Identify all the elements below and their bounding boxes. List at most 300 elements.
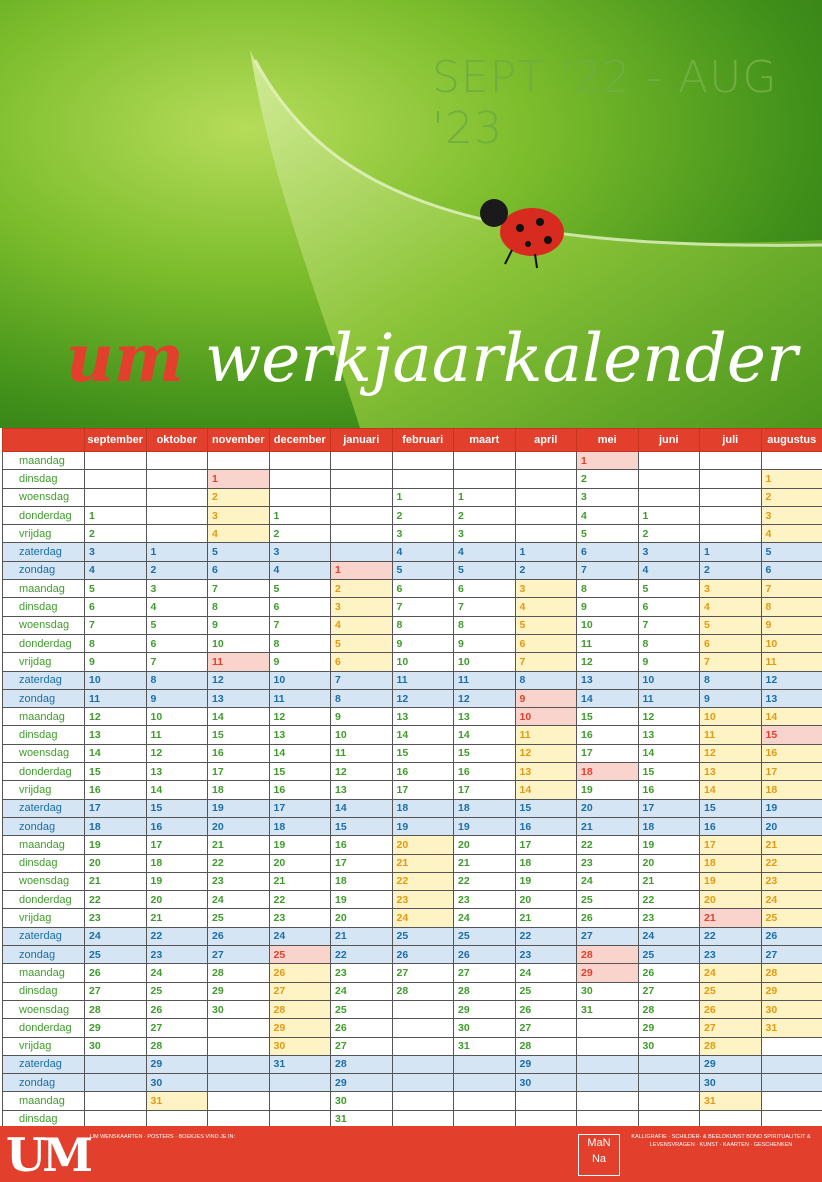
date-cell: 16 <box>700 817 762 835</box>
date-cell: 7 <box>700 653 762 671</box>
date-cell: 14 <box>577 689 639 707</box>
date-cell: 15 <box>269 763 331 781</box>
day-name-cell: vrijdag <box>3 653 85 671</box>
date-cell: 5 <box>146 616 208 634</box>
date-cell: 27 <box>577 927 639 945</box>
date-cell: 9 <box>638 653 700 671</box>
date-cell: 19 <box>392 817 454 835</box>
date-cell <box>392 1055 454 1073</box>
date-cell: 14 <box>146 781 208 799</box>
date-cell: 12 <box>577 653 639 671</box>
date-cell: 29 <box>454 1000 516 1018</box>
calendar-row <box>3 836 822 854</box>
date-cell: 7 <box>392 598 454 616</box>
date-cell: 13 <box>577 671 639 689</box>
month-header: november <box>208 429 270 452</box>
calendar-row <box>3 799 822 817</box>
date-cell: 20 <box>515 891 577 909</box>
date-cell: 10 <box>700 708 762 726</box>
date-cell: 22 <box>761 854 822 872</box>
date-cell: 24 <box>638 927 700 945</box>
date-cell: 1 <box>331 561 393 579</box>
calendar-row <box>3 726 822 744</box>
day-name-cell: zaterdag <box>3 799 85 817</box>
date-cell <box>269 488 331 506</box>
date-cell: 15 <box>392 744 454 762</box>
date-cell: 20 <box>208 817 270 835</box>
date-cell: 5 <box>208 543 270 561</box>
date-cell: 5 <box>638 580 700 598</box>
date-cell: 26 <box>208 927 270 945</box>
calendar-row <box>3 982 822 1000</box>
date-cell: 7 <box>638 616 700 634</box>
date-cell: 14 <box>85 744 147 762</box>
date-cell: 2 <box>638 525 700 543</box>
date-cell: 6 <box>331 653 393 671</box>
date-cell <box>761 1092 822 1110</box>
date-cell: 18 <box>269 817 331 835</box>
date-cell: 26 <box>515 1000 577 1018</box>
date-cell: 25 <box>269 946 331 964</box>
day-name-cell: maandag <box>3 836 85 854</box>
date-cell: 19 <box>638 836 700 854</box>
title-werkjaarkalender: werkjaarkalender <box>204 320 798 397</box>
date-cell: 23 <box>638 909 700 927</box>
date-cell: 10 <box>85 671 147 689</box>
title-um: um <box>66 319 184 397</box>
date-cell: 21 <box>454 854 516 872</box>
date-cell: 19 <box>761 799 822 817</box>
date-cell: 22 <box>208 854 270 872</box>
date-cell: 18 <box>638 817 700 835</box>
date-cell: 30 <box>761 1000 822 1018</box>
calendar-row <box>3 891 822 909</box>
date-cell: 10 <box>454 653 516 671</box>
date-cell: 16 <box>515 817 577 835</box>
date-cell: 3 <box>577 488 639 506</box>
month-header: januari <box>331 429 393 452</box>
date-cell: 19 <box>146 872 208 890</box>
date-cell: 14 <box>331 799 393 817</box>
date-cell: 8 <box>269 634 331 652</box>
date-cell: 4 <box>577 506 639 524</box>
date-cell: 17 <box>146 836 208 854</box>
date-cell <box>208 1055 270 1073</box>
month-header: maart <box>454 429 516 452</box>
date-cell: 15 <box>515 799 577 817</box>
date-cell: 8 <box>392 616 454 634</box>
date-range: SEPT '22 - AUG '23 <box>432 52 778 154</box>
date-cell: 15 <box>761 726 822 744</box>
date-cell: 13 <box>85 726 147 744</box>
date-cell: 24 <box>208 891 270 909</box>
date-cell <box>208 452 270 470</box>
date-cell: 21 <box>515 909 577 927</box>
date-cell <box>392 452 454 470</box>
day-name-cell: vrijdag <box>3 1037 85 1055</box>
day-name-cell: vrijdag <box>3 525 85 543</box>
date-cell: 23 <box>515 946 577 964</box>
date-cell: 24 <box>700 964 762 982</box>
date-cell: 25 <box>700 982 762 1000</box>
date-cell: 16 <box>761 744 822 762</box>
calendar-row <box>3 598 822 616</box>
date-cell: 15 <box>638 763 700 781</box>
date-cell <box>269 452 331 470</box>
date-cell: 5 <box>761 543 822 561</box>
header-corner <box>3 429 85 452</box>
date-cell: 11 <box>331 744 393 762</box>
date-cell: 5 <box>700 616 762 634</box>
date-cell: 1 <box>515 543 577 561</box>
day-name-cell: vrijdag <box>3 781 85 799</box>
month-header: april <box>515 429 577 452</box>
date-cell: 25 <box>331 1000 393 1018</box>
date-cell: 9 <box>392 634 454 652</box>
date-cell <box>577 1037 639 1055</box>
date-cell: 4 <box>331 616 393 634</box>
date-cell: 12 <box>638 708 700 726</box>
date-cell <box>85 1074 147 1092</box>
date-cell: 30 <box>269 1037 331 1055</box>
date-cell: 6 <box>392 580 454 598</box>
date-cell: 26 <box>85 964 147 982</box>
date-cell: 21 <box>269 872 331 890</box>
month-header: augustus <box>761 429 822 452</box>
date-cell: 14 <box>454 726 516 744</box>
date-cell: 23 <box>208 872 270 890</box>
date-cell: 14 <box>638 744 700 762</box>
calendar-row <box>3 872 822 890</box>
day-name-cell: zondag <box>3 946 85 964</box>
date-cell: 6 <box>85 598 147 616</box>
calendar-row <box>3 763 822 781</box>
day-name-cell: dinsdag <box>3 854 85 872</box>
date-cell: 11 <box>577 634 639 652</box>
date-cell: 16 <box>454 763 516 781</box>
calendar-row <box>3 964 822 982</box>
page-title <box>66 318 798 399</box>
date-cell: 29 <box>85 1019 147 1037</box>
calendar-row <box>3 946 822 964</box>
date-cell: 24 <box>392 909 454 927</box>
date-cell: 22 <box>392 872 454 890</box>
date-cell: 31 <box>146 1092 208 1110</box>
date-cell: 24 <box>146 964 208 982</box>
date-cell <box>700 525 762 543</box>
month-header: september <box>85 429 147 452</box>
date-cell: 31 <box>700 1092 762 1110</box>
date-cell <box>638 452 700 470</box>
date-cell: 11 <box>85 689 147 707</box>
date-cell: 25 <box>515 982 577 1000</box>
date-cell: 30 <box>515 1074 577 1092</box>
date-cell: 6 <box>454 580 516 598</box>
date-cell <box>392 1092 454 1110</box>
date-cell: 24 <box>331 982 393 1000</box>
date-cell: 21 <box>392 854 454 872</box>
date-cell: 14 <box>392 726 454 744</box>
date-cell: 27 <box>700 1019 762 1037</box>
date-cell: 11 <box>638 689 700 707</box>
date-cell: 15 <box>208 726 270 744</box>
date-cell: 25 <box>577 891 639 909</box>
date-cell <box>454 1074 516 1092</box>
date-cell <box>515 452 577 470</box>
date-cell: 18 <box>515 854 577 872</box>
date-cell: 27 <box>392 964 454 982</box>
date-cell <box>269 1074 331 1092</box>
date-cell <box>515 488 577 506</box>
date-cell: 1 <box>700 543 762 561</box>
date-cell: 6 <box>700 634 762 652</box>
date-cell: 31 <box>331 1110 393 1128</box>
date-cell: 13 <box>700 763 762 781</box>
date-cell: 27 <box>269 982 331 1000</box>
calendar-row <box>3 616 822 634</box>
date-cell <box>392 470 454 488</box>
date-cell: 19 <box>700 872 762 890</box>
date-cell: 3 <box>85 543 147 561</box>
date-cell: 1 <box>638 506 700 524</box>
date-cell: 7 <box>146 653 208 671</box>
date-cell <box>146 506 208 524</box>
header-photo <box>0 0 822 428</box>
date-cell <box>392 1037 454 1055</box>
calendar-row <box>3 689 822 707</box>
date-cell: 22 <box>85 891 147 909</box>
date-cell: 18 <box>331 872 393 890</box>
date-cell: 26 <box>331 1019 393 1037</box>
date-cell <box>700 470 762 488</box>
date-cell: 16 <box>392 763 454 781</box>
day-name-cell: dinsdag <box>3 470 85 488</box>
calendar-table <box>2 428 822 1129</box>
date-cell: 9 <box>208 616 270 634</box>
date-cell: 3 <box>269 543 331 561</box>
month-header: juni <box>638 429 700 452</box>
month-header-row <box>3 429 822 452</box>
date-cell: 28 <box>761 964 822 982</box>
month-header: juli <box>700 429 762 452</box>
date-cell: 30 <box>85 1037 147 1055</box>
date-cell: 2 <box>515 561 577 579</box>
date-cell: 13 <box>392 708 454 726</box>
date-cell <box>392 1074 454 1092</box>
date-cell <box>761 1074 822 1092</box>
date-cell <box>208 1037 270 1055</box>
date-cell: 27 <box>331 1037 393 1055</box>
date-cell: 17 <box>577 744 639 762</box>
date-cell: 6 <box>146 634 208 652</box>
date-cell: 12 <box>208 671 270 689</box>
date-cell: 5 <box>331 634 393 652</box>
calendar-row <box>3 634 822 652</box>
date-cell: 12 <box>515 744 577 762</box>
calendar-row <box>3 909 822 927</box>
date-cell: 31 <box>454 1037 516 1055</box>
date-cell: 24 <box>515 964 577 982</box>
date-cell: 24 <box>761 891 822 909</box>
date-cell <box>146 470 208 488</box>
date-cell: 20 <box>761 817 822 835</box>
date-cell: 11 <box>146 726 208 744</box>
date-cell: 26 <box>392 946 454 964</box>
date-cell <box>515 470 577 488</box>
calendar-row <box>3 817 822 835</box>
date-cell <box>577 1092 639 1110</box>
date-cell: 1 <box>454 488 516 506</box>
calendar-row <box>3 1092 822 1110</box>
date-cell: 12 <box>700 744 762 762</box>
date-cell: 10 <box>392 653 454 671</box>
date-cell: 26 <box>269 964 331 982</box>
date-cell: 17 <box>515 836 577 854</box>
date-cell <box>454 470 516 488</box>
date-cell: 27 <box>146 1019 208 1037</box>
date-cell: 20 <box>577 799 639 817</box>
date-cell: 25 <box>638 946 700 964</box>
date-cell: 22 <box>146 927 208 945</box>
date-cell: 14 <box>515 781 577 799</box>
date-cell: 19 <box>269 836 331 854</box>
day-name-cell: woensdag <box>3 1000 85 1018</box>
day-name-cell: zaterdag <box>3 543 85 561</box>
date-cell: 8 <box>577 580 639 598</box>
date-cell <box>761 1037 822 1055</box>
date-cell: 1 <box>208 470 270 488</box>
calendar-row <box>3 525 822 543</box>
date-cell: 30 <box>700 1074 762 1092</box>
date-cell: 25 <box>454 927 516 945</box>
date-cell: 30 <box>146 1074 208 1092</box>
date-cell: 20 <box>269 854 331 872</box>
date-cell: 20 <box>146 891 208 909</box>
date-cell <box>638 470 700 488</box>
day-name-cell: zaterdag <box>3 1055 85 1073</box>
date-cell: 9 <box>761 616 822 634</box>
date-cell: 22 <box>515 927 577 945</box>
calendar-row <box>3 744 822 762</box>
um-logo: UM <box>6 1128 90 1182</box>
date-cell: 7 <box>515 653 577 671</box>
date-cell: 22 <box>638 891 700 909</box>
date-cell: 15 <box>85 763 147 781</box>
date-cell: 7 <box>454 598 516 616</box>
date-cell: 17 <box>700 836 762 854</box>
date-cell <box>208 1092 270 1110</box>
date-cell: 28 <box>208 964 270 982</box>
date-cell: 22 <box>577 836 639 854</box>
date-cell: 13 <box>146 763 208 781</box>
date-cell <box>85 452 147 470</box>
calendar-row <box>3 927 822 945</box>
date-cell: 25 <box>761 909 822 927</box>
footer-left-text: UM WENSKAARTEN · POSTERS · BOEKJES VIND JE IN: <box>90 1134 236 1140</box>
date-cell: 30 <box>454 1019 516 1037</box>
date-cell: 8 <box>331 689 393 707</box>
date-cell: 18 <box>454 799 516 817</box>
date-cell: 30 <box>331 1092 393 1110</box>
date-cell <box>638 1055 700 1073</box>
date-cell: 13 <box>208 689 270 707</box>
day-name-cell: zondag <box>3 689 85 707</box>
date-cell: 5 <box>269 580 331 598</box>
date-cell: 16 <box>577 726 639 744</box>
date-cell: 8 <box>208 598 270 616</box>
date-cell: 26 <box>638 964 700 982</box>
calendar-row <box>3 452 822 470</box>
date-cell: 10 <box>146 708 208 726</box>
date-cell: 4 <box>85 561 147 579</box>
date-cell: 29 <box>208 982 270 1000</box>
date-cell: 7 <box>85 616 147 634</box>
date-cell: 9 <box>454 634 516 652</box>
date-cell: 15 <box>146 799 208 817</box>
date-cell: 17 <box>331 854 393 872</box>
date-cell: 21 <box>761 836 822 854</box>
calendar-row <box>3 506 822 524</box>
date-cell: 6 <box>269 598 331 616</box>
footer <box>0 1126 822 1182</box>
date-cell: 1 <box>85 506 147 524</box>
day-name-cell: dinsdag <box>3 982 85 1000</box>
date-cell: 12 <box>761 671 822 689</box>
date-cell: 26 <box>146 1000 208 1018</box>
date-cell <box>515 1092 577 1110</box>
date-cell: 16 <box>146 817 208 835</box>
calendar-row <box>3 1037 822 1055</box>
date-cell <box>269 1092 331 1110</box>
day-name-cell: maandag <box>3 708 85 726</box>
date-cell <box>85 1092 147 1110</box>
date-cell: 28 <box>638 1000 700 1018</box>
date-cell: 29 <box>638 1019 700 1037</box>
date-cell: 9 <box>146 689 208 707</box>
date-cell: 30 <box>577 982 639 1000</box>
date-cell <box>331 543 393 561</box>
date-cell: 28 <box>392 982 454 1000</box>
date-cell: 15 <box>454 744 516 762</box>
date-cell: 4 <box>454 543 516 561</box>
date-cell: 21 <box>577 817 639 835</box>
date-cell: 26 <box>700 1000 762 1018</box>
date-cell <box>208 1019 270 1037</box>
date-cell: 11 <box>700 726 762 744</box>
date-cell: 21 <box>208 836 270 854</box>
date-cell <box>761 452 822 470</box>
date-cell: 9 <box>331 708 393 726</box>
date-cell: 6 <box>515 634 577 652</box>
date-cell: 23 <box>454 891 516 909</box>
date-cell: 16 <box>85 781 147 799</box>
date-cell: 2 <box>208 488 270 506</box>
date-cell: 19 <box>454 817 516 835</box>
date-cell: 17 <box>454 781 516 799</box>
date-cell: 28 <box>331 1055 393 1073</box>
date-cell: 31 <box>761 1019 822 1037</box>
day-name-cell: zondag <box>3 561 85 579</box>
date-cell: 14 <box>700 781 762 799</box>
date-cell: 2 <box>577 470 639 488</box>
date-cell: 8 <box>146 671 208 689</box>
date-cell: 9 <box>269 653 331 671</box>
date-cell: 18 <box>392 799 454 817</box>
date-cell: 16 <box>331 836 393 854</box>
date-cell: 20 <box>454 836 516 854</box>
date-cell: 6 <box>208 561 270 579</box>
calendar-row <box>3 1019 822 1037</box>
